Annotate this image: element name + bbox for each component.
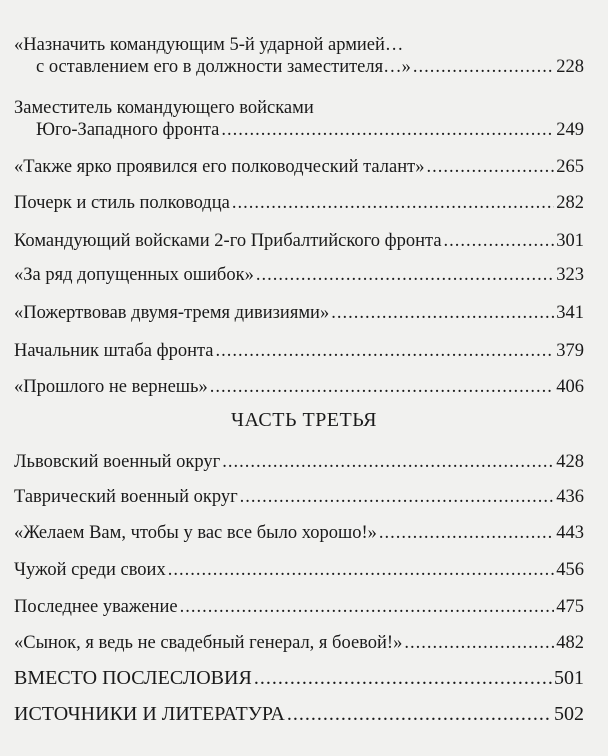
toc-entry xyxy=(14,667,584,689)
toc-entry-title: Львовский военный округ xyxy=(14,452,221,472)
toc-entry-title: Начальник штаба фронта xyxy=(14,341,214,361)
toc-entry-title: «Сынок, я ведь не свадебный генерал, я боевой!» xyxy=(14,633,403,653)
toc-entry-page: 406 xyxy=(556,377,584,397)
leader-dots xyxy=(256,264,554,286)
toc-entry xyxy=(14,559,584,581)
toc-entry-title: Почерк и стиль полководца xyxy=(14,193,230,213)
leader-dots xyxy=(404,632,554,654)
toc-entry-page: 341 xyxy=(556,303,584,323)
toc-entry-page: 482 xyxy=(556,633,584,653)
leader-dots xyxy=(168,559,555,581)
leader-dots xyxy=(210,376,555,398)
toc-entry-title: с оставлением его в должности заместителя…» xyxy=(36,57,411,77)
toc-entry-title: Командующий войсками 2-го Прибалтийского фронта xyxy=(14,231,442,251)
toc-entry-page: 265 xyxy=(556,157,584,177)
leader-dots xyxy=(240,486,555,508)
toc-entry-page: 475 xyxy=(556,597,584,617)
toc-entry-page: 428 xyxy=(556,452,584,472)
toc-entry-page: 228 xyxy=(556,57,584,77)
toc-entry-title-line1: «Назначить командующим 5-й ударной армией… xyxy=(14,35,404,55)
toc-entry-title: Юго-Западного фронта xyxy=(36,120,220,140)
toc-entry-title: «Прошлого не вернешь» xyxy=(14,377,208,397)
toc-entry xyxy=(14,703,584,725)
toc-entry xyxy=(14,486,584,508)
toc-entry xyxy=(14,632,584,654)
toc-entry-title: ИСТОЧНИКИ И ЛИТЕРАТУРА xyxy=(14,703,285,725)
toc-entry xyxy=(14,340,584,362)
toc-entry-title: «Пожертвовав двумя-тремя дивизиями» xyxy=(14,303,330,323)
toc-entry xyxy=(14,302,584,324)
leader-dots xyxy=(379,522,554,544)
toc-entry-page: 501 xyxy=(554,667,584,689)
toc-entry xyxy=(14,264,584,286)
toc-entry-title: «Желаем Вам, чтобы у вас все было хорошо!» xyxy=(14,523,377,543)
toc-entry-page: 443 xyxy=(556,523,584,543)
toc-entry-title: «За ряд допущенных ошибок» xyxy=(14,265,254,285)
toc-entry xyxy=(14,156,584,178)
toc-entry xyxy=(14,97,584,141)
toc-entry xyxy=(14,192,584,214)
leader-dots xyxy=(426,156,554,178)
section-heading: ЧАСТЬ ТРЕТЬЯ xyxy=(230,409,378,431)
leader-dots xyxy=(222,451,554,473)
leader-dots xyxy=(232,192,554,214)
toc-entry-title: Таврический военный округ xyxy=(14,487,238,507)
toc-entry-page: 456 xyxy=(556,560,584,580)
leader-dots xyxy=(254,667,552,689)
toc-entry-page: 282 xyxy=(556,193,584,213)
toc-entry-page: 249 xyxy=(556,120,584,140)
leader-dots xyxy=(331,302,554,324)
toc-entry xyxy=(14,376,584,398)
toc-entry-page: 502 xyxy=(554,703,584,725)
toc-entry-page: 323 xyxy=(556,265,584,285)
leader-dots xyxy=(287,703,552,725)
leader-dots xyxy=(221,119,554,141)
toc-entry-title: «Также ярко проявился его полководческий талант» xyxy=(14,157,425,177)
toc-entry xyxy=(14,230,584,252)
leader-dots xyxy=(180,596,555,618)
toc-entry-page: 379 xyxy=(556,341,584,361)
leader-dots xyxy=(444,230,555,252)
leader-dots xyxy=(413,56,554,78)
toc-entry xyxy=(14,34,584,78)
toc-entry-title-line1: Заместитель командующего войсками xyxy=(14,98,314,118)
toc-entry xyxy=(14,596,584,618)
toc-entry-page: 436 xyxy=(556,487,584,507)
toc-entry-title: Чужой среди своих xyxy=(14,560,166,580)
toc-entry-title: Последнее уважение xyxy=(14,597,178,617)
toc-entry xyxy=(14,522,584,544)
toc-entry-page: 301 xyxy=(556,231,584,251)
toc-entry-title: ВМЕСТО ПОСЛЕСЛОВИЯ xyxy=(14,667,252,689)
toc-entry xyxy=(14,451,584,473)
leader-dots xyxy=(216,340,555,362)
